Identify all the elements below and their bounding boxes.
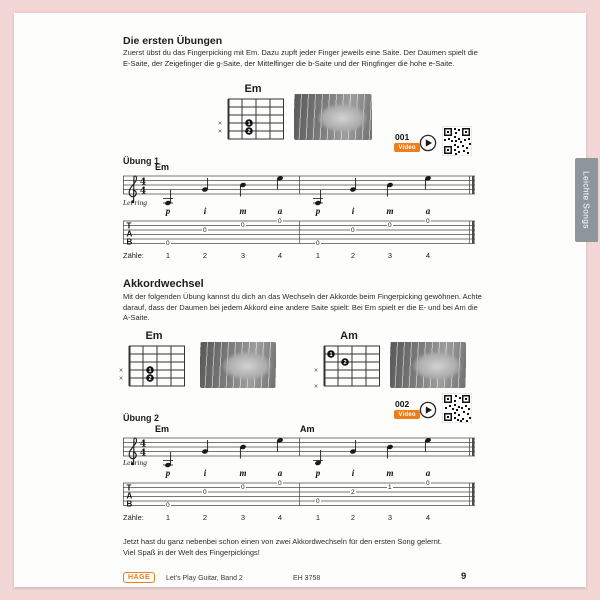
time-signature-bottom: 4 (139, 448, 147, 459)
muted-string-mark: × (314, 367, 319, 375)
finger-letter: a (425, 206, 431, 216)
muted-string-mark: × (218, 120, 223, 128)
finger-letter: p (165, 468, 171, 478)
page-number: 9 (461, 571, 467, 582)
tab-number: 0 (278, 480, 282, 487)
chord-diagram-em-2 (117, 343, 191, 393)
finger-letter: a (425, 468, 431, 478)
exercise-1-heading: Übung 1 (123, 156, 159, 166)
tab-number: 0 (426, 218, 430, 225)
tab-letter: B (126, 499, 133, 509)
chord-title-am: Am (340, 330, 358, 342)
finger-letter: m (386, 468, 394, 478)
fretboard-photo-em (294, 94, 372, 140)
count-label: Zähle: (123, 251, 144, 260)
section-body-1: Zuerst übst du das Fingerpicking mit Em. Dazu zupft jeder Finger jeweils eine Saite. Der Daumen spielt die E-Saite, der Zeigefinger die g-Saite, der Mittelfinger die b-Saite und der Ringfinger die hohe e-Saite. (123, 48, 478, 68)
count-number: 3 (387, 513, 393, 522)
fretboard-photo-em-2 (200, 342, 276, 388)
finger-letter: a (277, 468, 283, 478)
finger-letter: a (277, 206, 283, 216)
tab-number: 0 (278, 218, 282, 225)
video-badge: Video (394, 410, 420, 419)
qr-code (442, 393, 472, 423)
finger-letter: m (239, 206, 247, 216)
notation-staff-1 (123, 172, 475, 210)
exercise-2-heading: Übung 2 (123, 413, 159, 423)
count-label: Zähle: (123, 513, 144, 522)
chapter-tab-label: Leichte Songs (581, 171, 592, 229)
count-number: 4 (277, 513, 283, 522)
finger-dot-number: 1 (247, 121, 251, 128)
qr-code (442, 126, 472, 156)
tab-letter: B (126, 237, 133, 247)
tab-number: 1 (388, 484, 392, 491)
play-icon (419, 134, 437, 152)
count-number: 1 (165, 251, 171, 260)
finger-letter: i (351, 206, 355, 216)
finger-dot-number: 1 (329, 352, 333, 359)
time-signature-bottom: 4 (139, 186, 147, 197)
finger-dot-number: 1 (148, 368, 152, 375)
publisher-logo: HAGE (123, 572, 155, 583)
finger-dot-number: 2 (247, 129, 251, 136)
finger-dot-number: 2 (148, 376, 152, 383)
tab-number: 0 (166, 240, 170, 247)
tab-number: 0 (426, 480, 430, 487)
chord-title-em-2: Em (145, 330, 163, 342)
finger-letter: p (315, 468, 321, 478)
count-number: 3 (240, 513, 246, 522)
count-number: 3 (387, 251, 393, 260)
tab-number: 0 (203, 226, 207, 234)
muted-string-mark: × (314, 383, 319, 391)
quarter-notes (163, 437, 432, 468)
play-icon (419, 401, 437, 419)
finger-letter: i (351, 468, 355, 478)
footer-edition-code: EH 3758 (293, 575, 321, 582)
tab-staff-2 (123, 481, 475, 509)
chord-title-em: Em (244, 83, 262, 95)
tab-number: 0 (166, 502, 170, 509)
time-signature-top: 4 (139, 439, 147, 450)
finger-letter: p (315, 206, 321, 216)
tab-number: 2 (351, 488, 355, 496)
finger-letter: i (203, 206, 207, 216)
muted-string-mark: × (119, 367, 124, 375)
chord-diagram-em (216, 96, 290, 146)
tab-number: 0 (241, 484, 245, 491)
quarter-notes (163, 175, 432, 206)
muted-string-mark: × (119, 375, 124, 383)
finger-letter: p (165, 206, 171, 216)
count-number: 1 (315, 513, 321, 522)
video-number: 002 (395, 399, 410, 409)
finger-letter: m (386, 206, 394, 216)
tab-number: 0 (351, 226, 355, 234)
fretboard-photo-am (390, 342, 466, 388)
tab-staff-1 (123, 219, 475, 247)
finger-letter: i (203, 468, 207, 478)
count-number: 1 (315, 251, 321, 260)
count-number: 2 (202, 251, 208, 260)
tab-number: 0 (316, 240, 320, 247)
video-number: 001 (395, 132, 410, 142)
tab-number: 0 (316, 497, 320, 505)
count-number: 4 (277, 251, 283, 260)
tab-letter: T (126, 221, 132, 231)
count-number: 2 (350, 513, 356, 522)
muted-string-mark: × (218, 128, 223, 136)
let-ring-label: Let ring (123, 458, 147, 467)
count-number: 4 (425, 513, 431, 522)
section-heading-first-exercises: Die ersten Übungen (123, 35, 223, 47)
tab-letter: A (126, 229, 133, 239)
footer-book-title: Let's Play Guitar, Band 2 (166, 575, 243, 582)
section-body-2: Mit der folgenden Übung kannst du dich an das Wechseln der Akkorde beim Fingerpicking gewöhnen. Achte darauf, dass der Daumen bei jedem Akkord eine andere Saite spielt: Bei Em spielt er die E- und bei Am die A-Saite. (123, 292, 482, 322)
tab-letter: A (126, 491, 133, 501)
count-number: 2 (202, 513, 208, 522)
time-signature-top: 4 (139, 177, 147, 188)
count-row-1 (123, 251, 483, 261)
closing-line-2: Viel Spaß in der Welt des Fingerpickings! (123, 548, 260, 557)
let-ring-label: Let ring (123, 198, 147, 207)
count-number: 1 (165, 513, 171, 522)
staff-chord-label: Am (300, 424, 315, 434)
closing-line-1: Jetzt hast du ganz nebenbei schon einen von zwei Akkordwechseln für den ersten Song gelernt. (123, 537, 442, 546)
finger-dot-number: 2 (343, 360, 347, 367)
tab-letter: T (126, 483, 132, 493)
notation-staff-2 (123, 434, 475, 472)
section-heading-chord-change: Akkordwechsel (123, 278, 204, 290)
staff-chord-label: Em (155, 424, 170, 434)
tab-number: 0 (388, 222, 392, 229)
count-number: 3 (240, 251, 246, 260)
tab-number: 0 (203, 488, 207, 496)
count-number: 4 (425, 251, 431, 260)
count-row-2 (123, 513, 483, 523)
finger-letter: m (239, 468, 247, 478)
tab-number: 0 (241, 222, 245, 229)
count-number: 2 (350, 251, 356, 260)
staff-chord-label: Em (155, 162, 170, 172)
chapter-tab (575, 158, 598, 242)
video-badge: Video (394, 143, 420, 152)
chord-diagram-am (312, 343, 386, 393)
